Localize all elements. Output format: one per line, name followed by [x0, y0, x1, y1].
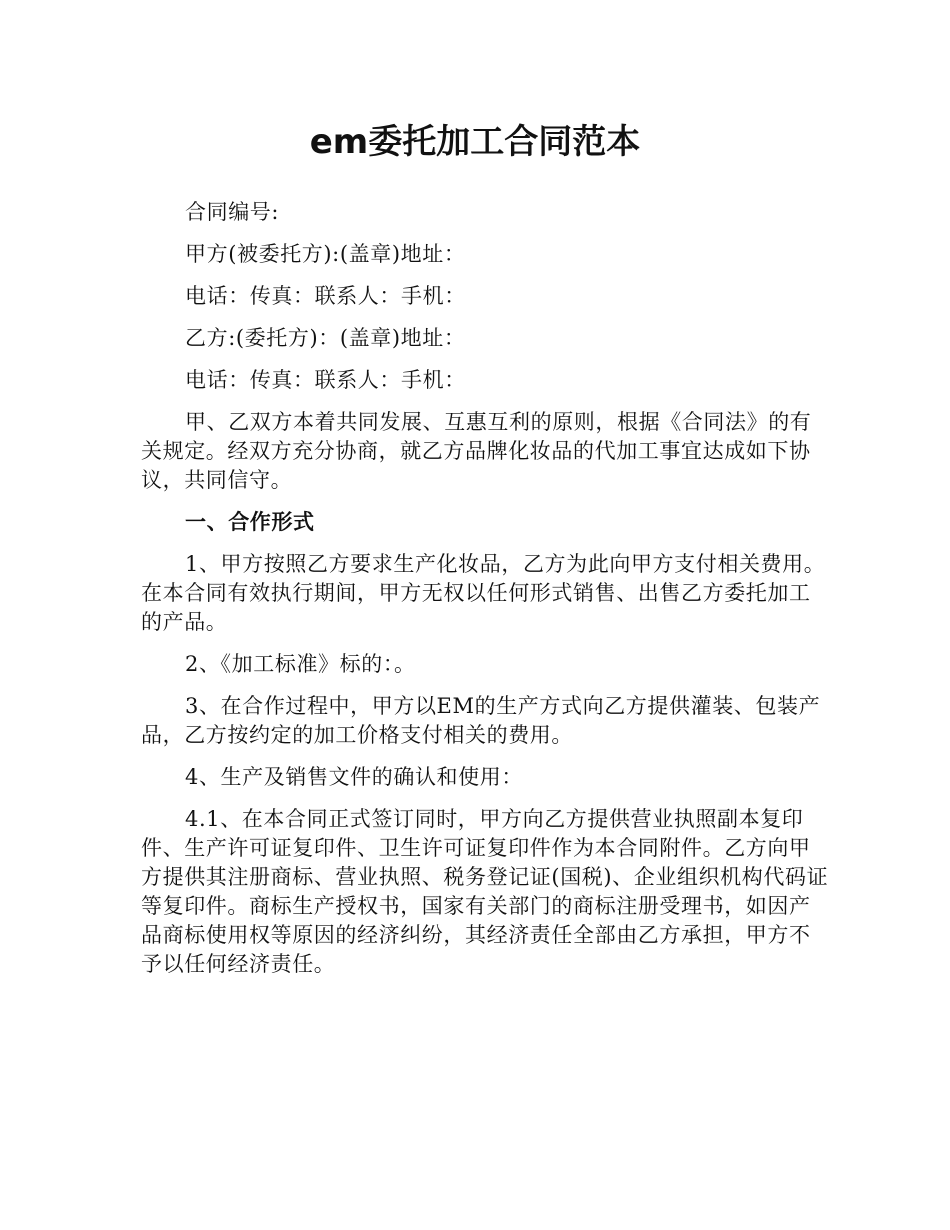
clause-2: 2、《加工标准》标的：。	[185, 652, 416, 676]
party-b-contact-line: 电话：传真：联系人：手机：	[185, 368, 466, 392]
document-body	[141, 198, 831, 992]
clause-1: 1、甲方按照乙方要求生产化妆品，乙方为此向甲方支付相关费用。在本合同有效执行期间，甲方无权以任何形式销售、出售乙方委托加工的产品。	[141, 552, 826, 634]
section-heading-cooperation: 一、合作形式	[185, 510, 315, 534]
preamble-paragraph: 甲、乙双方本着共同发展、互惠互利的原则，根据《合同法》的有关规定。经双方充分协商，就乙方品牌化妆品的代加工事宜达成如下协议，共同信守。	[141, 410, 812, 492]
clause-3: 3、在合作过程中，甲方以EM的生产方式向乙方提供灌装、包装产品，乙方按约定的加工价格支付相关的费用。	[141, 694, 821, 747]
contract-number-line: 合同编号:	[185, 200, 280, 224]
party-a-line: 甲方(被委托方):(盖章)地址：	[185, 242, 466, 266]
clause-4: 4、生产及销售文件的确认和使用：	[185, 765, 523, 789]
clause-4-1: 4.1、在本合同正式签订同时，甲方向乙方提供营业执照副本复印件、生产许可证复印件、卫生许可证复印件作为本合同附件。乙方向甲方提供其注册商标、营业执照、税务登记证(国税)、企业组织机构代码证等复印件。商标生产授权书，国家有关部门的商标注册受理书，如因产品商标使用权等原因的经济纠纷，其经济责任全部由乙方承担，甲方不予以任何经济责任。	[141, 807, 829, 976]
document-title: em委托加工合同范本	[309, 122, 641, 162]
party-a-contact-line: 电话：传真：联系人：手机：	[185, 284, 466, 308]
party-b-line: 乙方:(委托方)：(盖章)地址：	[185, 326, 466, 350]
